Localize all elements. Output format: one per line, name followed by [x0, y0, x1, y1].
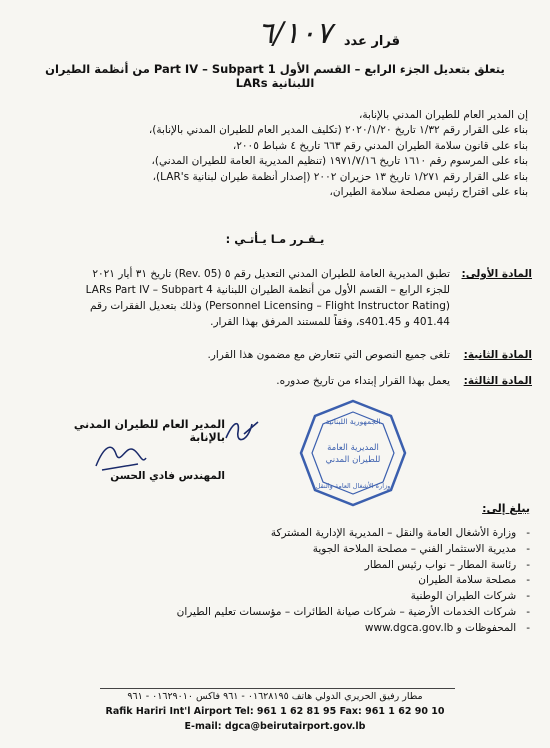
- cc-item: - المحفوظات و www.dgca.gov.lb: [60, 621, 530, 637]
- preamble-line: بناء على القرار رقم ١/٢٧١ تاريخ ١٣ حزيران ٢٠٠٢ (إصدار أنظمة طيران لبنانية LAR's)،: [152, 170, 528, 183]
- signature-scribble-icon: [222, 418, 262, 444]
- cc-item: - وزارة الأشغال العامة والنقل – المديرية الإدارية المشتركة: [60, 526, 530, 542]
- preamble-line: بناء على القرار رقم ١/٣٢ تاريخ ٢٠٢٠/١/٢٠ (تكليف المدير العام للطيران المدني بالإنابة)،: [148, 124, 528, 137]
- footer-divider: [100, 688, 455, 689]
- decision-label: قرار عدد: [343, 34, 400, 49]
- cc-item: - مصلحة سلامة الطيران: [60, 573, 530, 589]
- footer-arabic-contact: مطار رفيق الحريري الدولي هاتف ٠١٦٢٨١٩٥ - ٩٦١ فاكس ٠١٦٢٩٠١٠ - ٩٦١: [127, 691, 423, 702]
- article-2-line: تلغى جميع النصوص التي تتعارض مع مضمون هذا القرار.: [207, 349, 450, 361]
- article-2-label: المادة الثانية:: [463, 349, 532, 361]
- stamp-middle-line-1: المديرية العامة: [327, 443, 379, 453]
- article-3-body: [22, 373, 450, 389]
- decides-heading: يـقـرر مـا يـأتـي :: [225, 232, 325, 246]
- footer-email: E-mail: dgca@beirutairport.gov.lb: [184, 721, 366, 732]
- cc-item: - رئاسة المطار – نواب رئيس المطار: [60, 558, 530, 574]
- preamble-line: إن المدير العام للطيران المدني بالإنابة،: [358, 109, 528, 121]
- signature-title: المدير العام للطيران المدني بالإنابة: [73, 418, 225, 444]
- preamble-line: بناء على المرسوم رقم ١٦١٠ تاريخ ١٩٧١/٧/١٦ (تنظيم المديرية العامة للطيران المدني)،: [151, 155, 528, 168]
- cc-item: - شركات الطيران الوطنية: [60, 589, 530, 605]
- signature-name: المهندس فادي الحسن: [110, 470, 225, 482]
- cc-label: يبلغ إلى:: [482, 502, 530, 515]
- preamble-line: بناء على قانون سلامة الطيران المدني رقم ٦٦٣ تاريخ ٤ شباط ٢٠٠٥،: [232, 139, 528, 152]
- article-3: [22, 373, 532, 389]
- article-1-line: للجزء الرابع – القسم الأول من أنظمة الطيران اللبنانية LARs Part IV – Subpart 4: [85, 284, 450, 296]
- decision-header: [140, 14, 400, 58]
- article-3-line: يعمل بهذا القرار إبتداء من تاريخ صدوره.: [276, 375, 450, 387]
- official-stamp-icon: [298, 398, 408, 508]
- decision-number: ٦/١٠٧: [257, 16, 332, 51]
- cc-item: - شركات الخدمات الأرضية – شركات صيانة الطائرات – مؤسسات تعليم الطيران: [60, 605, 530, 621]
- article-3-label: المادة الثالثة:: [463, 375, 532, 387]
- article-1-line: تطبق المديرية العامة للطيران المدني التعديل رقم ٥ (Rev. 05) تاريخ ٣١ أيار ٢٠٢١: [92, 268, 450, 280]
- article-2: [22, 347, 532, 363]
- stamp-middle-line-2: للطيران المدني: [325, 455, 381, 465]
- decision-subject: يتعلق بتعديل الجزء الرابع – القسم الأول Part IV – Subpart 1 من أنظمة الطيران اللبنانية LARs: [45, 62, 505, 90]
- article-1-line: 401.44 و s401.45، وفقاً للمستند المرفق بهذا القرار.: [210, 316, 450, 328]
- article-1-body: [22, 266, 450, 330]
- article-1: [22, 266, 532, 330]
- cc-list: [60, 526, 530, 637]
- article-1-line: (Personnel Licensing – Flight Instructor Rating) وذلك بتعديل الفقرات رقم: [89, 300, 450, 312]
- preamble-line: بناء على اقتراح رئيس مصلحة سلامة الطيران،: [329, 186, 528, 199]
- article-1-label: المادة الأولى:: [461, 268, 532, 280]
- stamp-bottom-text: وزارة الأشغال العامة والنقل: [315, 482, 391, 490]
- article-2-body: [22, 347, 450, 363]
- stamp-top-text: الجمهورية اللبنانية: [325, 417, 381, 426]
- footer-english-contact: Rafik Hariri Int'l Airport Tel: 961 1 62 81 95 Fax: 961 1 62 90 10: [105, 706, 445, 717]
- cc-item: - مديرية الاستثمار الفني – مصلحة الملاحة الجوية: [60, 542, 530, 558]
- preamble: [28, 108, 528, 200]
